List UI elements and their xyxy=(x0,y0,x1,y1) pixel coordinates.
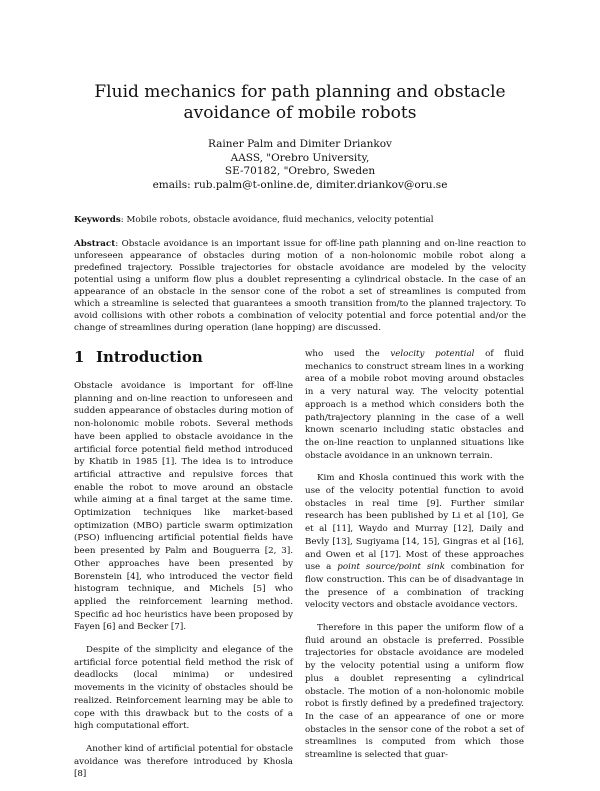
right-column xyxy=(305,348,524,772)
keywords-label: Keywords xyxy=(74,215,121,225)
right-paragraph-3: Therefore in this paper the uniform flow of a fluid around an obstacle is preferred. Possible trajectories for obstacle avoidance are modeled by the velocity potential using a uniform flow plus a doublet representing a cylindrical obstacle. The motion of a non-holonomic mobile robot is firstly defined by a predefined trajectory. In the case of an appearance of one or more obstacles in the sensor cone of the robot a set of streamlines is computed from which those streamline is selected that guar- xyxy=(305,623,524,761)
velocity-potential-term: velocity potential xyxy=(390,349,475,359)
right-p2-post: combination for flow construction. This can be of disadvantage in the presence of a combination of tracking velocity vectors and obstacle avoidance vectors. xyxy=(305,562,524,611)
left-column xyxy=(74,380,293,791)
abstract-text: : Obstacle avoidance is an important issue for off-line path planning and on-line reaction to unforeseen appearance of obstacles during motion of a non-holonomic mobile robot along a predefined trajectory. Possible trajectories for obstacle avoidance are modeled by the velocity potential using a uniform flow plus a doublet representing a cylindrical obstacle. In the case of an appearance of an obstacle in the sensor cone of the robot a set of streamlines is computed from which a streamline is selected that guarantees a smooth transition from/to the planned trajectory. To avoid collisions with other robots a combination of velocity potential and force potential and/or the change of streamlines during operation (lane hopping) are discussed. xyxy=(74,239,526,333)
author-names: Rainer Palm and Dimiter Driankov xyxy=(207,138,392,150)
right-p1-pre: who used the xyxy=(305,349,391,359)
paper-title: Fluid mechanics for path planning and obstacle avoidance of mobile robots xyxy=(94,82,506,123)
point-source-sink-term: point source/point sink xyxy=(337,562,445,573)
abstract xyxy=(74,238,526,334)
section-heading xyxy=(74,348,203,366)
right-p2-pre: Kim and Khosla continued this work with the use of the velocity potential function to avoid obstacles in real time [9]. Further similar research has been published by Li et al [10], Ge et al [11], Waydo and Murray [12], Daily and Bevly [13], Sugiyama [14, 15], Gingras et al [16], and Owen et al [17]. Most of these approaches use a xyxy=(305,473,524,573)
right-paragraph-2 xyxy=(305,472,524,612)
author-emails: emails: rub.palm@t-online.de, dimiter.driankov@oru.se xyxy=(152,178,448,191)
right-p1-post: of fluid mechanics to construct stream lines in a working area of a mobile robot moving around obstacles in a very natural way. The velocity potential approach is a method which considers both the path/trajectory planning in the case of a well known scenario including static obstacles and the on-line reaction to unplanned situations like obstacle avoidance in an unknown terrain. xyxy=(305,349,525,461)
left-paragraph-3: Another kind of artificial potential for obstacle avoidance was therefore introduced by Khosla [8] xyxy=(74,743,293,780)
left-paragraph-1: Obstacle avoidance is important for off-line planning and on-line reaction to unforeseen and sudden appearance of obstacles during motion of non-holonomic mobile robots. Several methods have been applied to obstacle avoidance in the artificial force potential field method introduced by Khatib in 1985 [1]. The idea is to introduce artificial attractive and repulsive forces that enable the robot to move around an obstacle while aiming at a final target at the same time. Optimization techniques like market-based optimization (MBO) particle swarm optimization (PSO) influencing artificial potential fields have been presented by Palm and Bouguerra [2, 3]. Other approaches have been presented by Borenstein [4], who introduced the vector field histogram technique, and Michels [5] who applied the reinforcement learning method. Specific ad hoc heuristics have been proposed by Fayen [6] and Becker [7]. xyxy=(74,381,293,633)
affiliation-line-1: AASS, "Orebro University, xyxy=(230,151,370,164)
section-title: Introduction xyxy=(96,348,203,366)
right-paragraph-1 xyxy=(305,348,524,462)
section-number: 1 xyxy=(74,348,85,366)
affiliation-line-2: SE-70182, "Orebro, Sweden xyxy=(224,165,376,177)
abstract-label: Abstract xyxy=(74,239,116,249)
keywords-text: : Mobile robots, obstacle avoidance, fluid mechanics, velocity potential xyxy=(120,215,434,225)
keywords xyxy=(74,214,526,226)
left-paragraph-2: Despite of the simplicity and elegance of the artificial force potential field method the risk of deadlocks (local minima) or undesired movements in the vicinity of obstacles should be realized. Reinforcement learning may be able to cope with this drawback but to the costs of a high computational effort. xyxy=(74,645,293,732)
author-block xyxy=(60,138,540,192)
